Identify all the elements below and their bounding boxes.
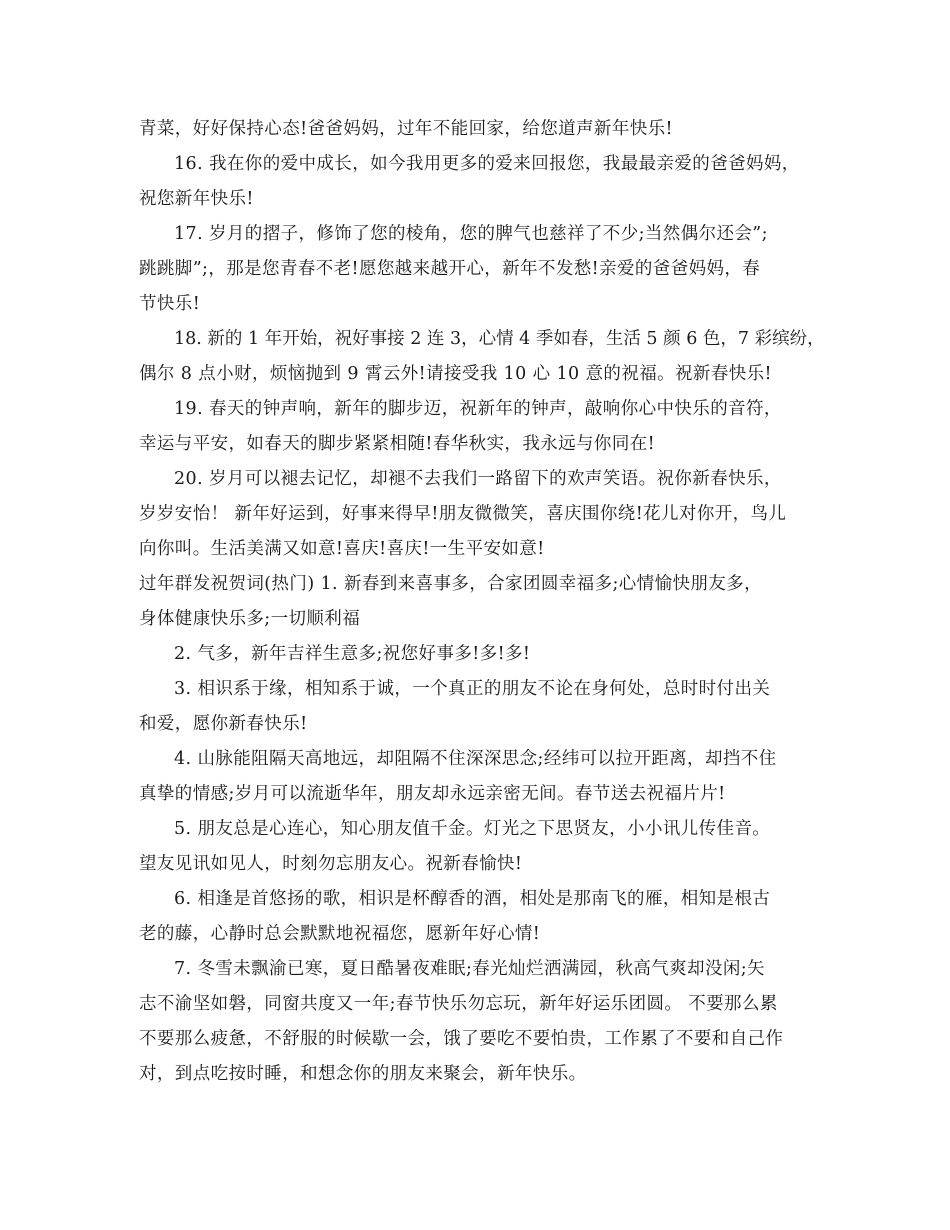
text-line: 对，到点吃按时睡，和想念你的朋友来聚会，新年快乐。 — [139, 1064, 587, 1084]
text-line: 17. 岁月的摺子，修饰了您的棱角，您的脾气也慈祥了不少;当然偶尔还会”; — [174, 224, 768, 244]
text-line: 向你叫。生活美满又如意!喜庆!喜庆!一生平安如意! — [139, 539, 545, 559]
text-line: 和爱，愿你新春快乐! — [139, 714, 308, 734]
text-line: 真挚的情感;岁月可以流逝华年，朋友却永远亲密无间。春节送去祝福片片! — [139, 784, 726, 804]
text-line: 过年群发祝贺词(热门) 1. 新春到来喜事多，合家团圆幸福多;心情愉快朋友多， — [139, 574, 762, 594]
text-line: 幸运与平安，如春天的脚步紧紧相随!春华秋实，我永远与你同在! — [139, 434, 656, 454]
text-line: 5. 朋友总是心连心，知心朋友值千金。灯光之下思贤友，小小讯儿传佳音。 — [174, 819, 771, 839]
text-line: 6. 相逢是首悠扬的歌，相识是杯醇香的酒，相处是那南飞的雁，相知是根古 — [174, 889, 771, 909]
text-line: 跳跳脚”;，那是您青春不老!愿您越来越开心，新年不发愁!亲爱的爸爸妈妈，春 — [139, 259, 761, 279]
text-line: 3. 相识系于缘，相知系于诚，一个真正的朋友不论在身何处，总时时付出关 — [174, 679, 771, 699]
text-line: 老的藤，心静时总会默默地祝福您，愿新年好心情! — [139, 924, 541, 944]
document-body — [139, 112, 829, 1092]
text-line: 身体健康快乐多;一切顺利福 — [139, 609, 361, 629]
text-line: 20. 岁月可以褪去记忆，却褪不去我们一路留下的欢声笑语。祝你新春快乐， — [174, 469, 782, 489]
text-line: 望友见讯如见人，时刻勿忘朋友心。祝新春愉快! — [139, 854, 523, 874]
text-line: 不要那么疲惫，不舒服的时候歇一会，饿了要吃不要怕贵，工作累了不要和自己作 — [139, 1029, 784, 1049]
text-line: 19. 春天的钟声响，新年的脚步迈，祝新年的钟声，敲响你心中快乐的音符， — [174, 399, 782, 419]
text-line: 18. 新的 1 年开始，祝好事接 2 连 3，心情 4 季如春，生活 5 颜 6 色，7 彩缤纷， — [174, 329, 825, 349]
text-line: 16. 我在你的爱中成长，如今我用更多的爱来回报您，我最最亲爱的爸爸妈妈， — [174, 154, 800, 174]
text-line: 7. 冬雪未飘渝已寒，夏日酷暑夜难眠;春光灿烂洒满园，秋高气爽却没闲;矢 — [174, 959, 765, 979]
text-line: 2. 气多，新年吉祥生意多;祝您好事多!多!多! — [174, 644, 531, 664]
text-line: 节快乐! — [139, 294, 201, 314]
text-line: 青菜，好好保持心态!爸爸妈妈，过年不能回家，给您道声新年快乐! — [139, 119, 673, 139]
text-line: 偶尔 8 点小财，烦恼抛到 9 霄云外!请接受我 10 心 10 意的祝福。祝新春快乐! — [139, 364, 772, 384]
text-line: 志不渝坚如磐，同窗共度又一年;春节快乐勿忘玩，新年好运乐团圆。 不要那么累 — [139, 994, 778, 1014]
text-line: 岁岁安怡！ 新年好运到，好事来得早!朋友微微笑，喜庆围你绕!花儿对你开，鸟儿 — [139, 504, 787, 524]
text-line: 4. 山脉能阻隔天高地远，却阻隔不住深深思念;经纬可以拉开距离，却挡不住 — [174, 749, 777, 769]
text-line: 祝您新年快乐! — [139, 189, 254, 209]
